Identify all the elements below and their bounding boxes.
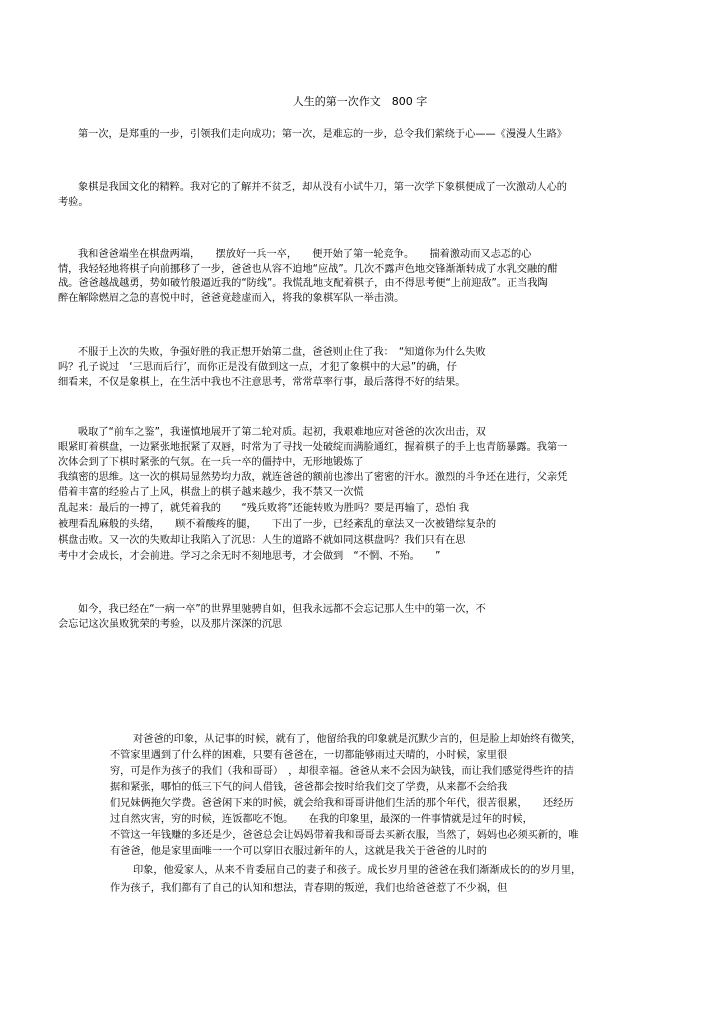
- text-line: 穷，可是作为孩子的我们（我和哥哥） ，却很幸福。爸爸从来不会因为缺钱，而让我们感觉得些许的拮: [110, 766, 574, 777]
- text-line: 战。爸爸越战越勇，势如破竹般逼近我的“防线”。我慌乱地支配着棋子，由不得思考便“上前迎敌”。正当我陶: [58, 278, 548, 289]
- text-line: 被理看乱麻般的头绪， 顾不着酸疼的腿， 下出了一步，已经紊乱的章法又一次被错综复杂的: [58, 519, 497, 530]
- text-line: 对爸爸的印象，从记事的时候，就有了，他留给我的印象就是沉默少言的，但是脸上却始终有微笑，: [133, 734, 582, 745]
- text-line: 们兄妹俩拖欠学费。爸爸闲下来的时候，就会给我和哥哥讲他们生活的那个年代，很苦很累， 还经历: [110, 798, 574, 809]
- text-line: 印象，他爱家人，从来不肯委屈自己的妻子和孩子。成长岁月里的爸爸在我们渐渐成长的的岁月里，: [133, 865, 582, 876]
- text-line: 考验。: [58, 197, 89, 208]
- text-line: 吸取了“前车之鉴”，我谨慎地展开了第二轮对质。起初，我艰难地应对爸爸的次次出击，双: [78, 427, 486, 438]
- text-line: 棋盘击败。又一次的失败却让我陷入了沉思：人生的道路不就如同这棋盘吗？我们只有在思: [58, 535, 466, 546]
- text-line: 不管这一年钱赚的多还是少，爸爸总会让妈妈带着我和哥哥去买新衣服，当然了，妈妈也必须买新的，唯: [110, 830, 579, 841]
- text-line: 我缜密的思维。这一次的棋局显然势均力敌，就连爸爸的额前也渗出了密密的汗水。激烈的斗争还在进行，父亲凭: [58, 472, 568, 483]
- text-line: 眼紧盯着棋盘，一边紧张地抿紧了双唇，时常为了寻找一处破绽而满脸通红，握着棋子的手上也青筋暴露。我第一: [58, 442, 568, 453]
- text-line: 情，我轻轻地将棋子向前挪移了一步，爸爸也从容不迫地“应战”。几次不露声色地交锋渐渐转成了水乳交融的酣: [58, 264, 558, 275]
- page-title: 人生的第一次作文 800 字: [292, 95, 428, 108]
- text-line: 第一次，是郑重的一步，引领我们走向成功；第一次，是难忘的一步，总令我们萦绕于心——《漫漫人生路》: [78, 129, 567, 140]
- text-line: 有爸爸，他是家里面唯一一个可以穿旧衣服过新年的人，这就是我关于爸爸的儿时的: [110, 846, 487, 857]
- text-line: 据和紧张，哪怕的低三下气的问人借钱，爸爸都会按时给我们交了学费，从来都不会给我: [110, 782, 508, 793]
- text-line: 不服于上次的失败，争强好胜的我正想开始第二盘，爸爸则止住了我： “知道你为什么失败: [78, 347, 486, 358]
- text-line: 考中才会成长，才会前进。学习之余无时不刻地思考，才会做到 “不惘、不殆。 ”: [58, 551, 441, 562]
- text-line: 过自然灾害，穷的时候，连饭都吃不饱。 在我的印象里，最深的一件事情就是过年的时候，: [110, 814, 533, 825]
- text-line: 象棋是我国文化的精粹。我对它的了解并不贫乏，却从没有小试牛刀，第一次学下象棋便成了一次激动人心的: [78, 182, 567, 193]
- text-line: 作为孩子，我们都有了自己的认知和想法，青春期的叛逆，我们也给爸爸惹了不少祸，但: [110, 883, 508, 894]
- text-line: 我和爸爸端坐在棋盘两端， 摆放好一兵一卒， 便开始了第一轮竞争。 揣着激动而又忐忑的心: [78, 249, 532, 260]
- text-line: 次体会到了下棋时紧张的气氛。在一兵一卒的僵持中，无形地锻炼了: [58, 457, 364, 468]
- text-line: 不管家里遇到了什么样的困难，只要有爸爸在，一切都能够雨过天晴的，小时候，家里很: [110, 750, 508, 761]
- text-line: 乱起来：最后的一搏了，就凭着我的 “残兵败将”还能转败为胜吗？要是再输了，恐怕 我: [58, 503, 470, 514]
- text-line: 如今，我已经在“一病一卒”的世界里驰骋自如，但我永远都不会忘记那人生中的第一次，不: [78, 604, 486, 615]
- text-line: 醉在解除燃眉之急的喜悦中时，爸爸竟趁虚而入，将我的象棋军队一举击溃。: [58, 293, 405, 304]
- text-line: 吗？孔子说过 ‘三思而后行’，而你正是没有做到这一点，才犯了象棋中的大忌”的确，仔: [58, 362, 457, 373]
- text-line: 会忘记这次虽败犹荣的考验，以及那片深深的沉思: [58, 619, 283, 630]
- text-line: 借着丰富的经验占了上风，棋盘上的棋子越来越少，我不禁又一次慌: [58, 487, 364, 498]
- text-line: 细看来，不仅是象棋上，在生活中我也不注意思考，常常草率行事，最后落得不好的结果。: [58, 377, 466, 388]
